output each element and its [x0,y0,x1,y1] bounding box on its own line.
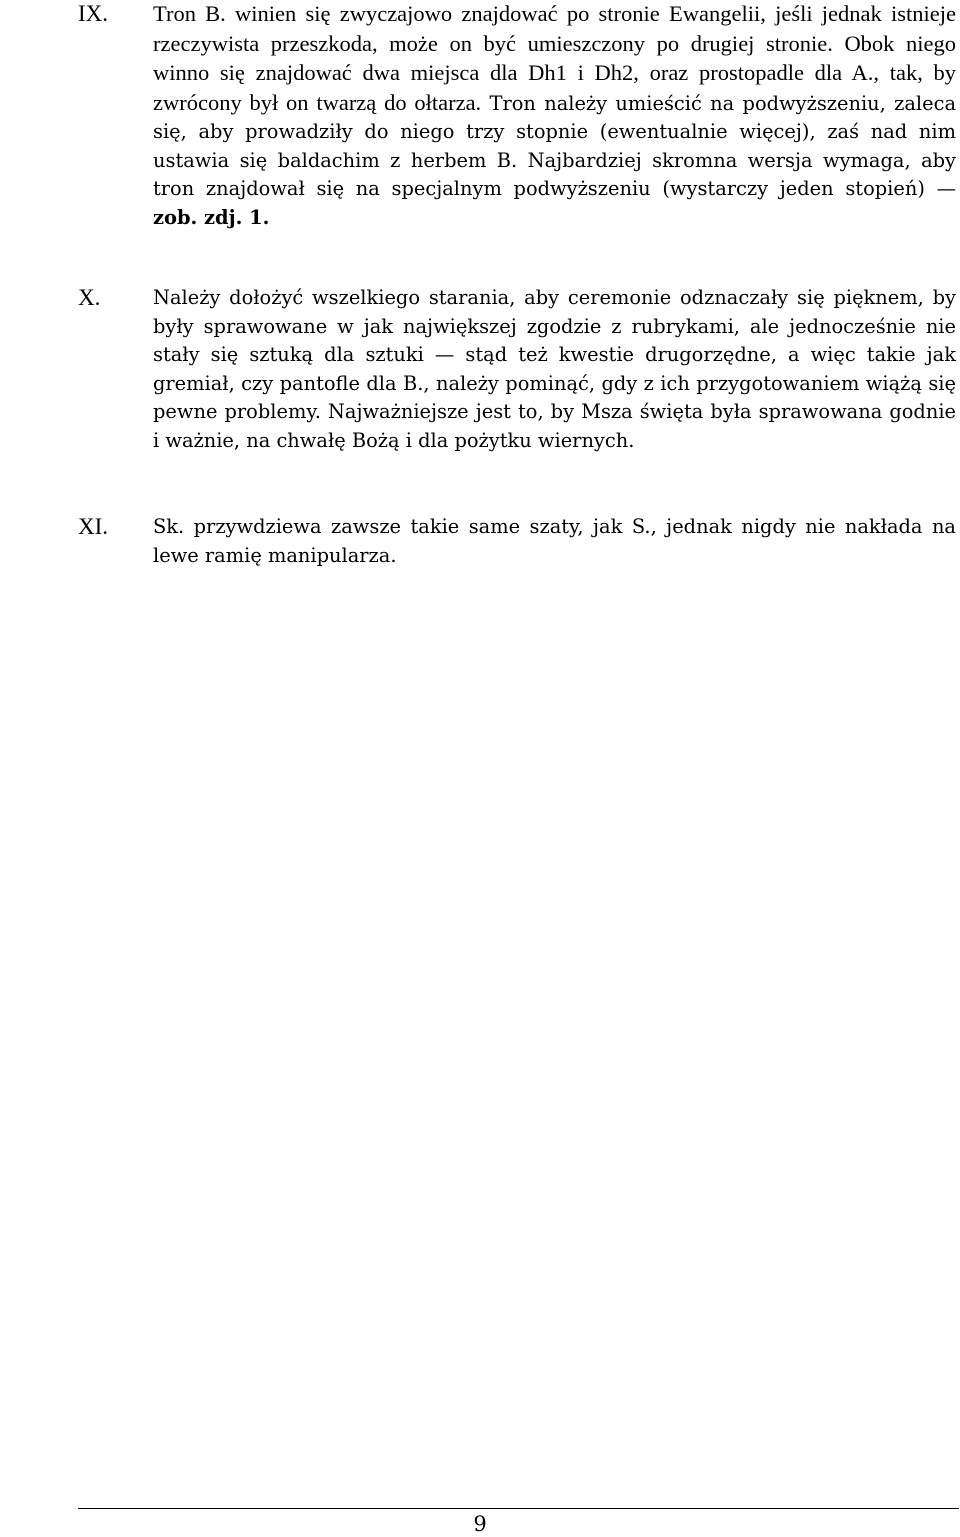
item-text-part-1: Tron B. winien się zwyczajowo znajdować po stronie Ewangelii, jeśli jednak istnieje rzeczywista przeszkoda, może on być umieszczony po drugiej stronie. Obok niego winno się znajdować dwa miejsca dla Dh1 i Dh2, oraz prostopadle dla A., tak, by zwrócony był on twarzą do ołtarza. [153,1,956,115]
item-text-reference: zob. zdj. 1. [153,205,270,229]
item-text: Należy dołożyć wszelkiego starania, aby ceremonie odznaczały się pięknem, by były sprawowane w jak największej zgodzie z rubrykami, ale jednocześnie nie stały się sztuką dla sztuki — stąd też kwestie drugorzędne, a więc takie jak gremiał, czy pantofle dla B., należy pominąć, gdy z ich przygotowaniem wiążą się pewne problemy. Najważniejsze jest to, by Msza święta była sprawowana godnie i ważnie, na chwałę Bożą i dla pożytku wiernych. [153,286,956,452]
page-number: 9 [473,1512,487,1536]
item-text-part-2: Tron należy umieścić na podwyższeniu, zaleca się, aby prowadziły do niego trzy stopnie (ewentualnie więcej), zaś nad nim ustawia się baldachim z herbem B. Najbardziej skromna wersja wymaga, aby tron znajdował się na specjalnym podwyższeniu (wystarczy jeden stopień) — [153,91,957,200]
item-text [153,0,956,232]
item-number: XI. [78,514,109,539]
item-text: Sk. przywdziewa zawsze takie same szaty, jak S., jednak nigdy nie nakłada na lewe ramię manipularza. [153,515,956,567]
footer-divider [78,1508,959,1509]
item-number: IX. [78,1,109,26]
item-number: X. [78,285,101,310]
